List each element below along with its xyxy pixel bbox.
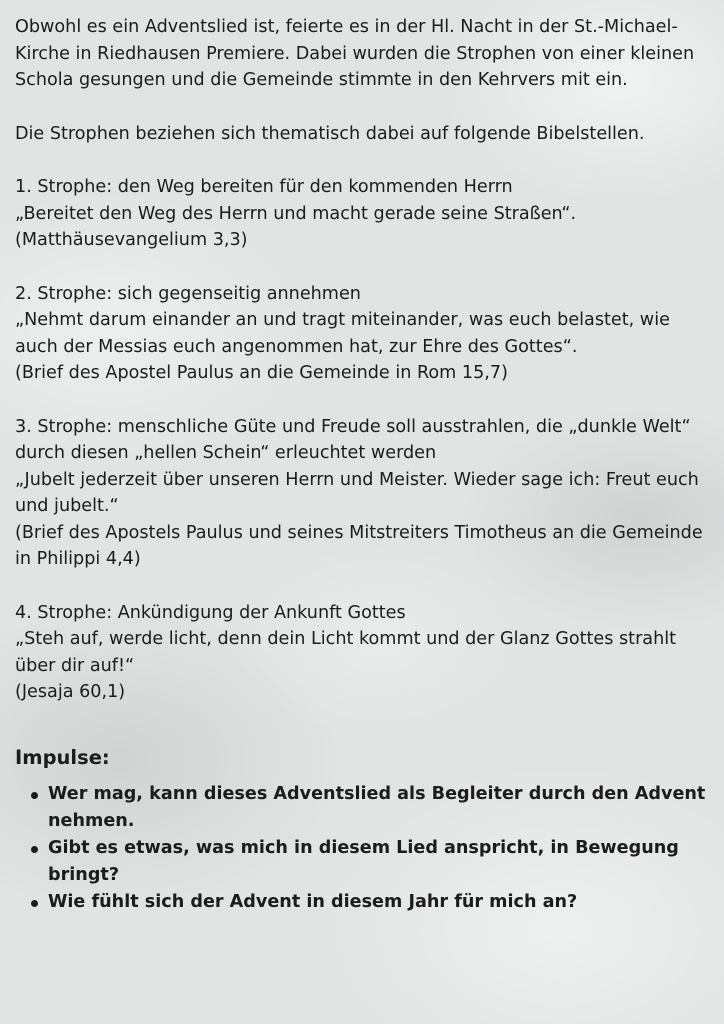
stanza-heading: 3. Strophe: menschliche Güte und Freude soll ausstrahlen, die „dunkle Welt“ durch diesen „hellen Schein“ erleuchtet werden (15, 416, 691, 463)
list-item: Wie fühlt sich der Advent in diesem Jahr für mich an? (15, 889, 710, 916)
stanza-heading: 1. Strophe: den Weg bereiten für den kommenden Herrn (15, 177, 513, 197)
document-body (15, 14, 710, 916)
stanza-4 (15, 600, 710, 706)
stanza-heading: 2. Strophe: sich gegenseitig annehmen (15, 283, 361, 304)
stanza-quote: „Nehmt darum einander an und tragt miteinander, was euch belastet, wie auch der Messias euch angenommen hat, zur Ehre des Gottes“. (15, 310, 670, 357)
impulses-list (15, 781, 710, 916)
list-item: Wer mag, kann dieses Adventslied als Begleiter durch den Advent nehmen. (15, 781, 710, 835)
stanza-source: (Brief des Apostel Paulus an die Gemeinde in Rom 15,7) (15, 363, 508, 383)
stanza-quote: „Steh auf, werde licht, denn dein Licht kommt und der Glanz Gottes strahlt über dir auf!“ (15, 629, 677, 676)
intro-paragraph: Obwohl es ein Adventslied ist, feierte es in der Hl. Nacht in der St.-Michael-Kirche in Riedhausen Premiere. Dabei wurden die Strophen von einer kleinen Schola gesungen und die Gemeinde stimmte in den Kehrvers mit ein. (15, 17, 695, 90)
stanza-source: (Jesaja 60,1) (15, 682, 126, 702)
stanza-3 (15, 414, 710, 573)
impulses-heading: Impulse: (15, 745, 110, 769)
bible-intro-paragraph: Die Strophen beziehen sich thematisch dabei auf folgende Bibelstellen. (15, 123, 645, 144)
stanza-2 (15, 281, 710, 387)
stanza-1 (15, 174, 710, 254)
stanza-quote: „Bereitet den Weg des Herrn und macht gerade seine Straßen“. (15, 203, 577, 224)
list-item: Gibt es etwas, was mich in diesem Lied anspricht, in Bewegung bringt? (15, 835, 710, 889)
stanza-source: (Matthäusevangelium 3,3) (15, 230, 248, 250)
stanza-quote: „Jubelt jederzeit über unseren Herrn und Meister. Wieder sage ich: Freut euch und jubelt.“ (15, 469, 699, 516)
stanza-heading: 4. Strophe: Ankündigung der Ankunft Gottes (15, 602, 406, 623)
stanza-source: (Brief des Apostels Paulus und seines Mitstreiters Timotheus an die Gemeinde in Philippi 4,4) (15, 522, 703, 569)
